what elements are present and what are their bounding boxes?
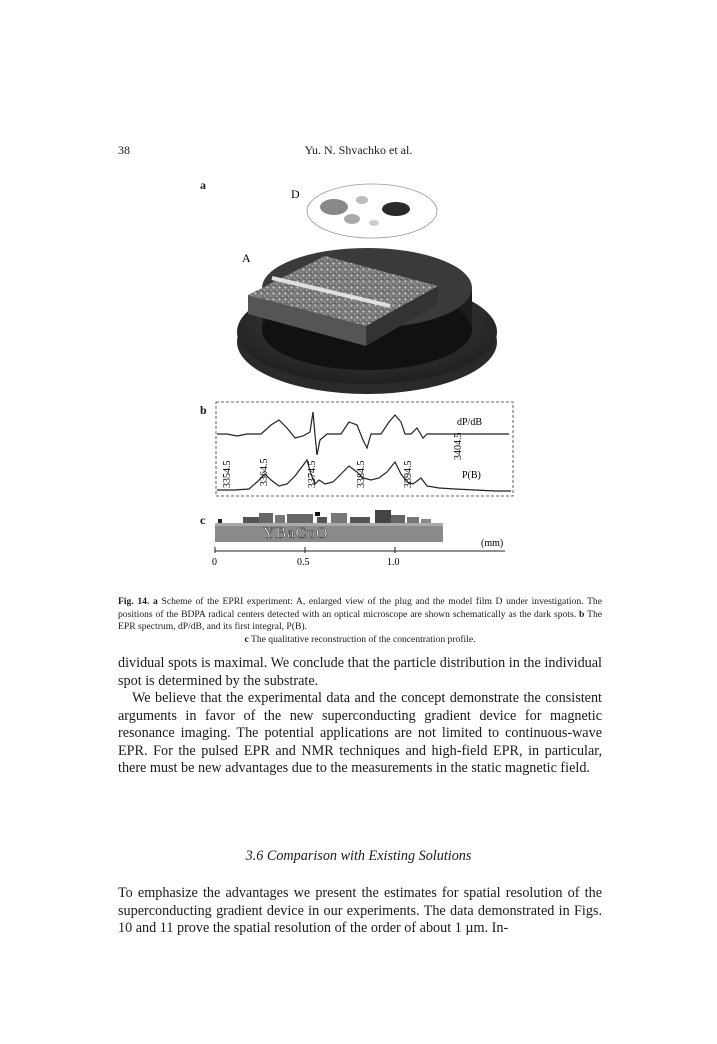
paragraph-2-text: We believe that the experimental data and the concept demonstrate the consistent arguments in favor of the new superconducting gradient device for magnetic resonance imaging. The potential applications are not limited to continuous-wave EPR. For the pulsed EPR and NMR techniques and high-field EPR, in particular, there must be new advantages due to the measurements in the static magnetic field.	[118, 690, 602, 777]
caption-b-letter: b	[579, 608, 585, 620]
caption-c-text: The qualitative reconstruction of the concentration profile.	[248, 633, 476, 645]
body-paragraph-1	[118, 655, 602, 690]
field-tick-2: 3364.5	[259, 458, 270, 486]
concentration-profile	[218, 510, 431, 523]
caption-a-letter: a	[153, 596, 158, 607]
axis-tick-05: 0.5	[297, 557, 310, 568]
caption-a-text: Scheme of the EPRI experiment: A, enlarged view of the plug and the model film D under investigation. The positions of the BDPA radical centers detected with an optical microscope are shown schematically as the dark spots.	[118, 596, 602, 620]
body-paragraph-3	[118, 885, 602, 938]
caption-fig-label: Fig. 14.	[118, 596, 150, 607]
paragraph-3-text: To emphasize the advantages we present the estimates for spatial resolution of the superconducting gradient device in our experiments. The data demonstrated in Figs. 10 and 11 prove the spatial resolution of the order of about 1 µm. In-	[118, 885, 602, 937]
field-tick-3: 3374.5	[307, 460, 318, 488]
axis-tick-10: 1.0	[387, 557, 400, 568]
panel-c-profile	[205, 505, 517, 580]
model-film-d	[307, 184, 437, 238]
plug-a	[237, 248, 497, 394]
panel-c-letter: c	[200, 513, 206, 527]
substrate-label: YBaCuO	[263, 525, 329, 542]
paragraph-1-text: dividual spots is maximal. We conclude that the particle distribution in the individual spot is determined by the substrate.	[118, 655, 602, 689]
field-tick-6: 3404.5	[453, 432, 464, 460]
body-paragraph-2	[118, 690, 602, 778]
axis-tick-0: 0	[212, 557, 217, 568]
caption-c-letter: c	[244, 633, 249, 645]
panel-a-illustration	[200, 178, 520, 398]
page-number: 38	[118, 143, 130, 157]
axis-unit: (mm)	[481, 538, 504, 549]
panel-b-spectrum	[215, 400, 515, 500]
field-tick-4: 3384.5	[356, 460, 367, 488]
panel-a-letter: a	[200, 178, 206, 192]
legend-pb: P(B)	[462, 470, 481, 481]
legend-dpdb: dP/dB	[457, 417, 483, 428]
field-tick-5: 3394.5	[403, 460, 414, 488]
ybacuo-substrate	[215, 523, 443, 542]
figure-caption	[118, 596, 602, 646]
label-a: A	[242, 251, 251, 265]
panel-b-letter: b	[200, 403, 207, 417]
label-d: D	[291, 187, 300, 201]
section-heading: 3.6 Comparison with Existing Solutions	[245, 848, 472, 864]
running-header: Yu. N. Shvachko et al.	[304, 143, 413, 157]
field-tick-1: 3354.5	[222, 460, 233, 488]
caption-b-text: The EPR spectrum, dP/dB, and its first integral, P(B).	[118, 608, 602, 632]
